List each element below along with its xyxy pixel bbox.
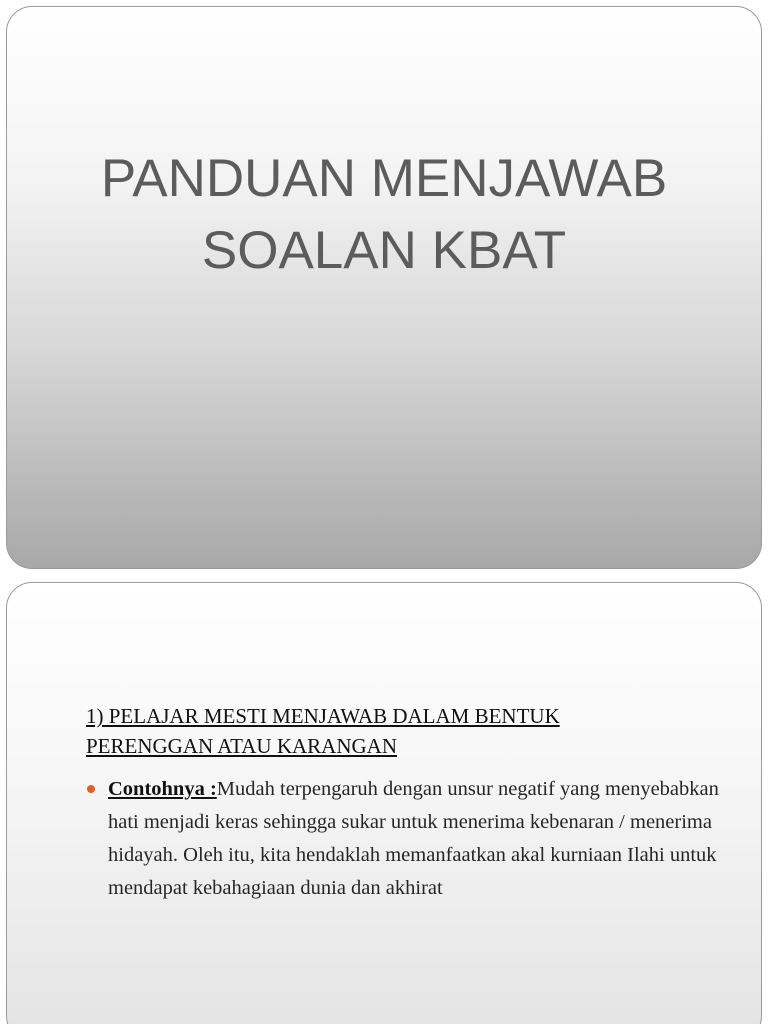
title-slide — [6, 6, 762, 569]
slide-title-line-1: PANDUAN MENJAWAB — [100, 149, 668, 208]
slide-title-line-2: SOALAN KBAT — [201, 221, 567, 280]
bullet-dot-icon — [87, 785, 95, 793]
content-slide — [6, 582, 762, 1024]
bullet-text: Mudah terpengaruh dengan unsur negatif yang menyebabkan hati menjadi keras sehingga sukar untuk menerima kebenaran / menerima hidayah. Oleh itu, kita hendaklah memanfaatkan akal kurniaan Ilahi untuk mendapat kebahagiaan dunia dan akhirat — [108, 778, 719, 899]
list-item — [87, 773, 727, 905]
slide-heading-line-2: PERENGGAN ATAU KARANGAN — [86, 734, 397, 758]
slide-title — [7, 143, 761, 287]
bullet-label: Contohnya : — [108, 778, 217, 800]
slide-heading — [86, 701, 726, 761]
slide-heading-line-1: 1) PELAJAR MESTI MENJAWAB DALAM BENTUK — [86, 704, 560, 728]
bullet-list — [87, 773, 727, 905]
